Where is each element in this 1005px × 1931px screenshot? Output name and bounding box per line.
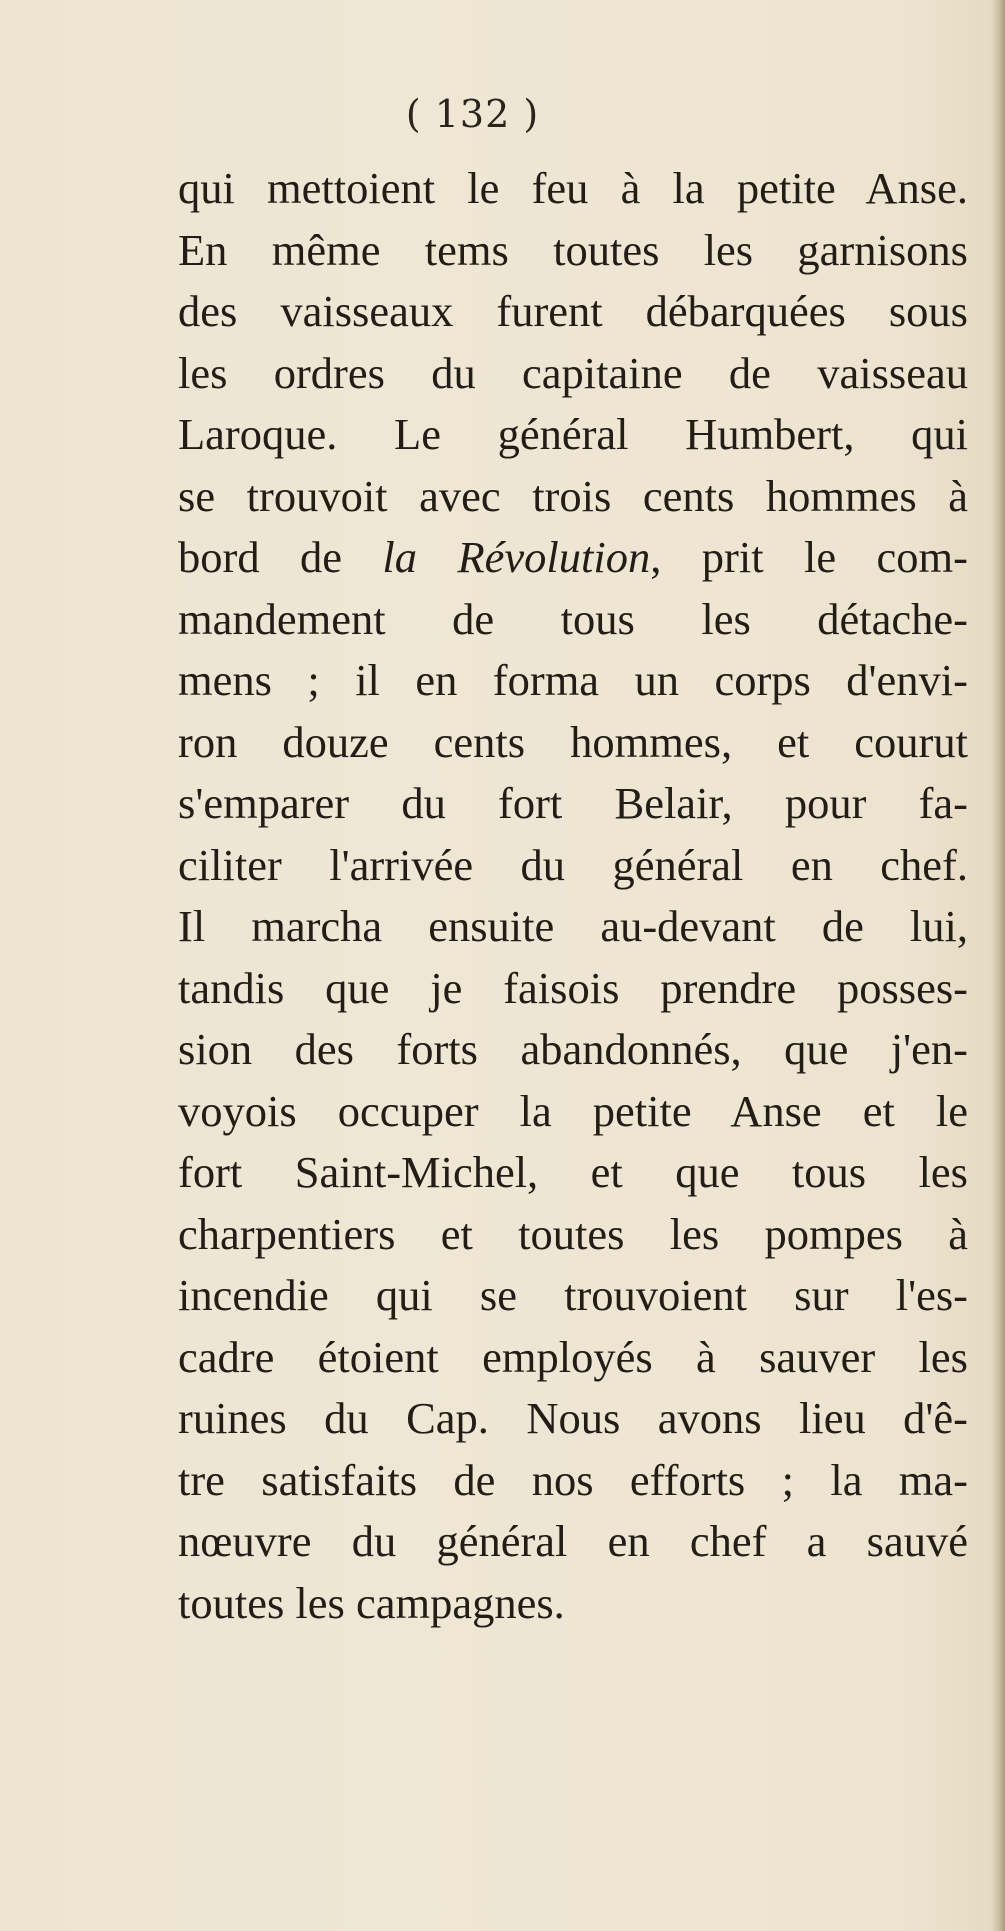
text-segment: bord de — [178, 532, 383, 582]
page-edge-shadow — [991, 0, 1005, 1931]
text-line: s'emparer du fort Belair, pour fa- — [178, 778, 968, 828]
text-line: voyois occuper la petite Anse et le — [178, 1085, 968, 1136]
text-line — [178, 527, 968, 589]
ship-name-italic: la Révolution — [382, 532, 651, 582]
text-line: mens ; il en forma un corps d'envi- — [178, 655, 968, 705]
text-line: se trouvoit avec trois cents hommes à — [178, 470, 968, 521]
text-line: les ordres du capitaine de vaisseau — [178, 347, 968, 398]
text-line-last: toutes les campagnes. — [178, 1577, 565, 1628]
text-line: sion des forts abandonnés, que j'en- — [178, 1024, 968, 1074]
text-segment: , prit le com- — [650, 532, 968, 582]
text-line: ron douze cents hommes, et courut — [178, 716, 968, 767]
text-line: mandement de tous les détache- — [178, 593, 968, 644]
text-line: En même tems toutes les garnisons — [178, 224, 968, 275]
text-line: fort Saint-Michel, et que tous les — [178, 1147, 968, 1197]
text-line: Laroque. Le général Humbert, qui — [178, 409, 968, 459]
text-line: nœuvre du général en chef a sauvé — [178, 1516, 968, 1566]
text-line: tre satisfaits de nos efforts ; la ma- — [178, 1454, 968, 1505]
text-line: cadre étoient employés à sauver les — [178, 1331, 968, 1382]
text-line: Il marcha ensuite au-devant de lui, — [178, 901, 968, 951]
text-line: ciliter l'arrivée du général en chef. — [178, 839, 968, 890]
text-line: des vaisseaux furent débarquées sous — [178, 286, 968, 336]
text-line: tandis que je faisois prendre posses- — [178, 962, 968, 1013]
text-line: ruines du Cap. Nous avons lieu d'ê- — [178, 1393, 968, 1443]
page-number: ( 132 ) — [405, 92, 540, 136]
text-line: charpentiers et toutes les pompes à — [178, 1208, 968, 1259]
body-text — [178, 158, 968, 1634]
text-line: incendie qui se trouvoient sur l'es- — [178, 1270, 968, 1320]
text-line: qui mettoient le feu à la petite Anse. — [178, 163, 968, 213]
